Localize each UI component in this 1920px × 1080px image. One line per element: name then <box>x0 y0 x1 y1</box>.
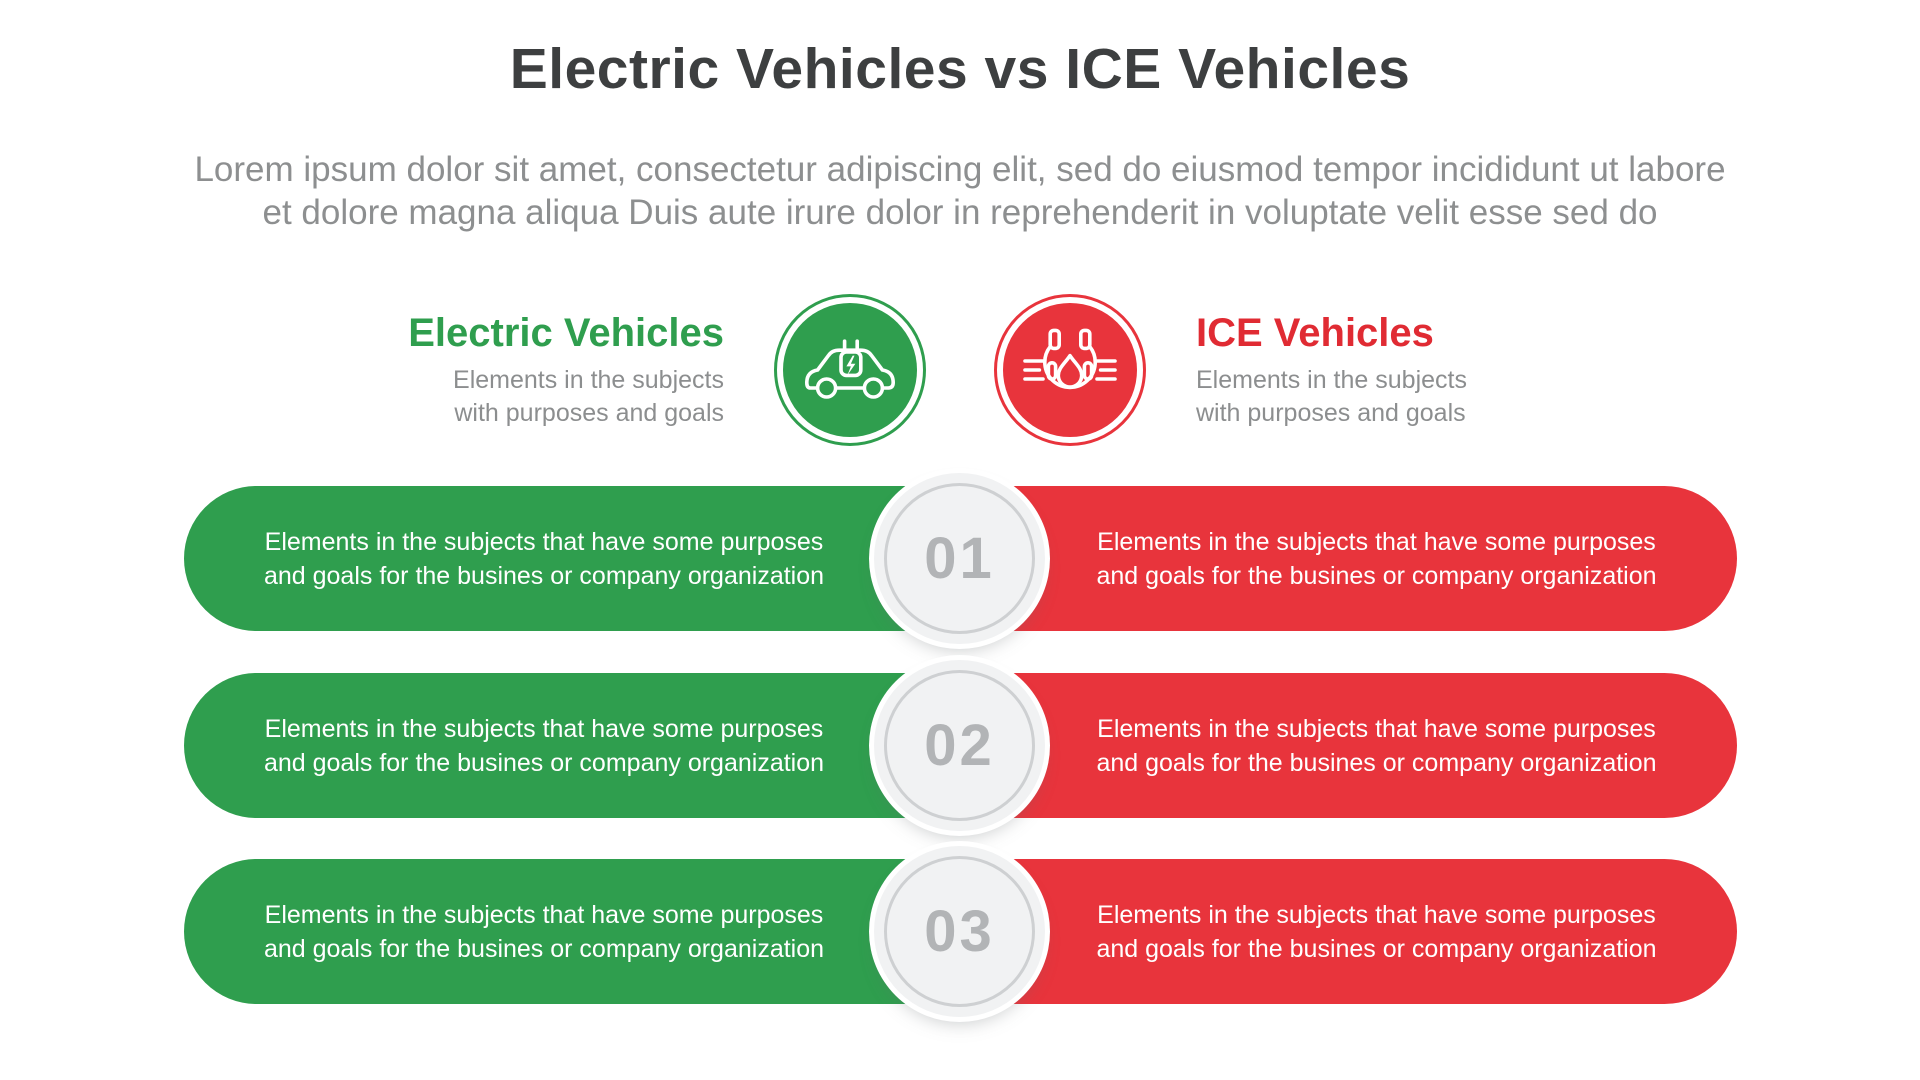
ev-pill-2-text: Elements in the subjects that have some purposes and goals for the busines or company organization <box>263 714 825 777</box>
ev-pill-1-text: Elements in the subjects that have some purposes and goals for the busines or company organization <box>263 527 825 590</box>
ev-pill-3 <box>184 859 964 1004</box>
ice-header-subtitle: Elements in the subjects with purposes and goals <box>1196 365 1467 427</box>
ice-pill-1-text: Elements in the subjects that have some purposes and goals for the busines or company organization <box>1096 527 1657 590</box>
comparison-header <box>0 288 1920 452</box>
ice-engine-icon <box>1003 303 1137 437</box>
ev-pill-3-text: Elements in the subjects that have some purposes and goals for the busines or company organization <box>263 900 825 963</box>
comparison-row-2 <box>0 673 1920 818</box>
ice-pill-1 <box>956 486 1737 631</box>
ev-header-subtitle: Elements in the subjects with purposes and goals <box>453 365 724 427</box>
row-1-number-badge <box>874 473 1045 644</box>
ev-pill-2 <box>184 673 964 818</box>
ev-car-icon <box>783 303 917 437</box>
page-title: Electric Vehicles vs ICE Vehicles <box>509 37 1411 101</box>
row-3-number-badge <box>874 846 1045 1017</box>
ev-icon-badge <box>774 294 926 446</box>
ice-pill-3 <box>956 859 1737 1004</box>
comparison-row-1 <box>0 486 1920 631</box>
row-1-number: 01 <box>924 526 995 591</box>
ice-header-block <box>1196 311 1588 430</box>
ice-pill-2 <box>956 673 1737 818</box>
ev-header-block <box>332 311 724 430</box>
row-3-number: 03 <box>924 899 995 964</box>
page-subtitle <box>0 148 1920 234</box>
row-2-number: 02 <box>924 713 995 778</box>
ice-pill-2-text: Elements in the subjects that have some purposes and goals for the busines or company organization <box>1096 714 1657 777</box>
comparison-row-3 <box>0 859 1920 1004</box>
ev-header-title: Electric Vehicles <box>408 310 724 355</box>
ice-header-title: ICE Vehicles <box>1196 310 1434 355</box>
subtitle-line-1: Lorem ipsum dolor sit amet, consectetur adipiscing elit, sed do eiusmod tempor incididunt ut labore <box>194 150 1726 189</box>
subtitle-line-2: et dolore magna aliqua Duis aute irure dolor in reprehenderit in voluptate velit esse sed do <box>262 193 1658 232</box>
ice-icon-badge <box>994 294 1146 446</box>
ev-pill-1 <box>184 486 964 631</box>
row-2-number-badge <box>874 660 1045 831</box>
ice-pill-3-text: Elements in the subjects that have some purposes and goals for the busines or company organization <box>1096 900 1657 963</box>
